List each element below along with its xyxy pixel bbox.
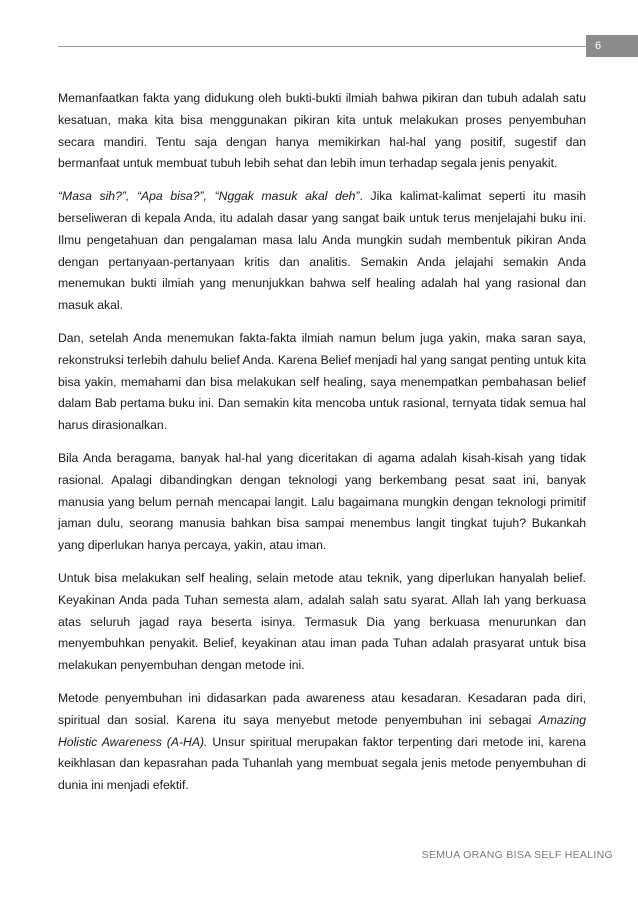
- paragraph-4-text: Bila Anda beragama, banyak hal-hal yang diceritakan di agama adalah kisah-kisah yang tidak rasional. Apalagi dibandingkan dengan teknologi yang berkembang pesat saat ini, banyak manusia yang belum pernah mencapai langit. Lalu bagaimana mungkin dengan teknologi primitif jaman dulu, seorang manusia bahkan bisa sampai menembus langit tingkat tujuh? Bukankah yang diperlukan hanya percaya, yakin, atau iman.: [58, 450, 586, 553]
- paragraph-5-text: Untuk bisa melakukan self healing, selain metode atau teknik, yang diperlukan hanyalah belief. Keyakinan Anda pada Tuhan semesta alam, adalah salah satu syarat. Allah lah yang berkuasa atas seluruh jagad raya beserta isinya. Termasuk Dia yang berkuasa menurunkan dan menyembuhkan penyakit. Belief, keyakinan atau iman pada Tuhan adalah prasyarat untuk bisa melakukan penyembuhan dengan metode ini.: [58, 570, 586, 673]
- paragraph-3-text: Dan, setelah Anda menemukan fakta-fakta ilmiah namun belum juga yakin, maka saran saya, rekonstruksi terlebih dahulu belief Anda. Karena Belief menjadi hal yang sangat penting untuk kita bisa yakin, memahami dan bisa melakukan self healing, saya menempatkan pembahasan belief dalam Bab pertama buku ini. Dan semakin kita mencoba untuk rasional, ternyata tidak semua hal harus dirasionalkan.: [58, 330, 586, 433]
- paragraph-6-italic-term: Amazing Holistic Awareness (A-HA).: [58, 712, 586, 749]
- paragraph-2: [58, 186, 586, 317]
- paragraph-2-italic-quote: “Masa sih?”, “Apa bisa?”, “Nggak masuk akal deh”: [58, 189, 360, 204]
- paragraph-6-text-before: Metode penyembuhan ini didasarkan pada awareness atau kesadaran. Kesadaran pada diri, spiritual dan sosial. Karena itu saya menyebut metode penyembuhan ini sebagai: [58, 690, 586, 727]
- paragraph-6: [58, 688, 586, 797]
- paragraph-1-text: Memanfaatkan fakta yang didukung oleh bukti-bukti ilmiah bahwa pikiran dan tubuh adalah satu kesatuan, maka kita bisa menggunakan pikiran kita untuk melakukan proses penyembuhan secara mandiri. Tentu saja dengan hanya memikirkan hal-hal yang positif, sugestif dan bermanfaat untuk membuat tubuh lebih sehat dan lebih imun terhadap segala jenis penyakit.: [58, 91, 586, 171]
- paragraph-4: [58, 448, 586, 557]
- body-text: [58, 88, 586, 808]
- footer-book-title: SEMUA ORANG BISA SELF HEALING: [421, 849, 613, 861]
- page-number: 6: [586, 35, 638, 57]
- paragraph-6-text-after: Unsur spiritual merupakan faktor terpenting dari metode ini, karena keikhlasan dan kepasrahan pada Tuhanlah yang membuat segala jenis metode penyembuhan di dunia ini menjadi efektif.: [58, 734, 586, 793]
- header-rule: [58, 46, 586, 47]
- paragraph-5: [58, 568, 586, 677]
- paragraph-3: [58, 328, 586, 437]
- paragraph-1: [58, 88, 586, 175]
- paragraph-2-text: . Jika kalimat-kalimat seperti itu masih berseliweran di kepala Anda, itu adalah dasar yang sangat baik untuk terus menjelajahi buku ini. Ilmu pengetahuan dan pengalaman masa lalu Anda mungkin sudah membentuk pikiran Anda dengan pertanyaan-pertanyaan kritis dan analitis. Semakin Anda jelajahi semakin Anda menemukan bukti ilmiah yang menunjukkan bahwa self healing adalah hal yang rasional dan masuk akal.: [58, 189, 587, 313]
